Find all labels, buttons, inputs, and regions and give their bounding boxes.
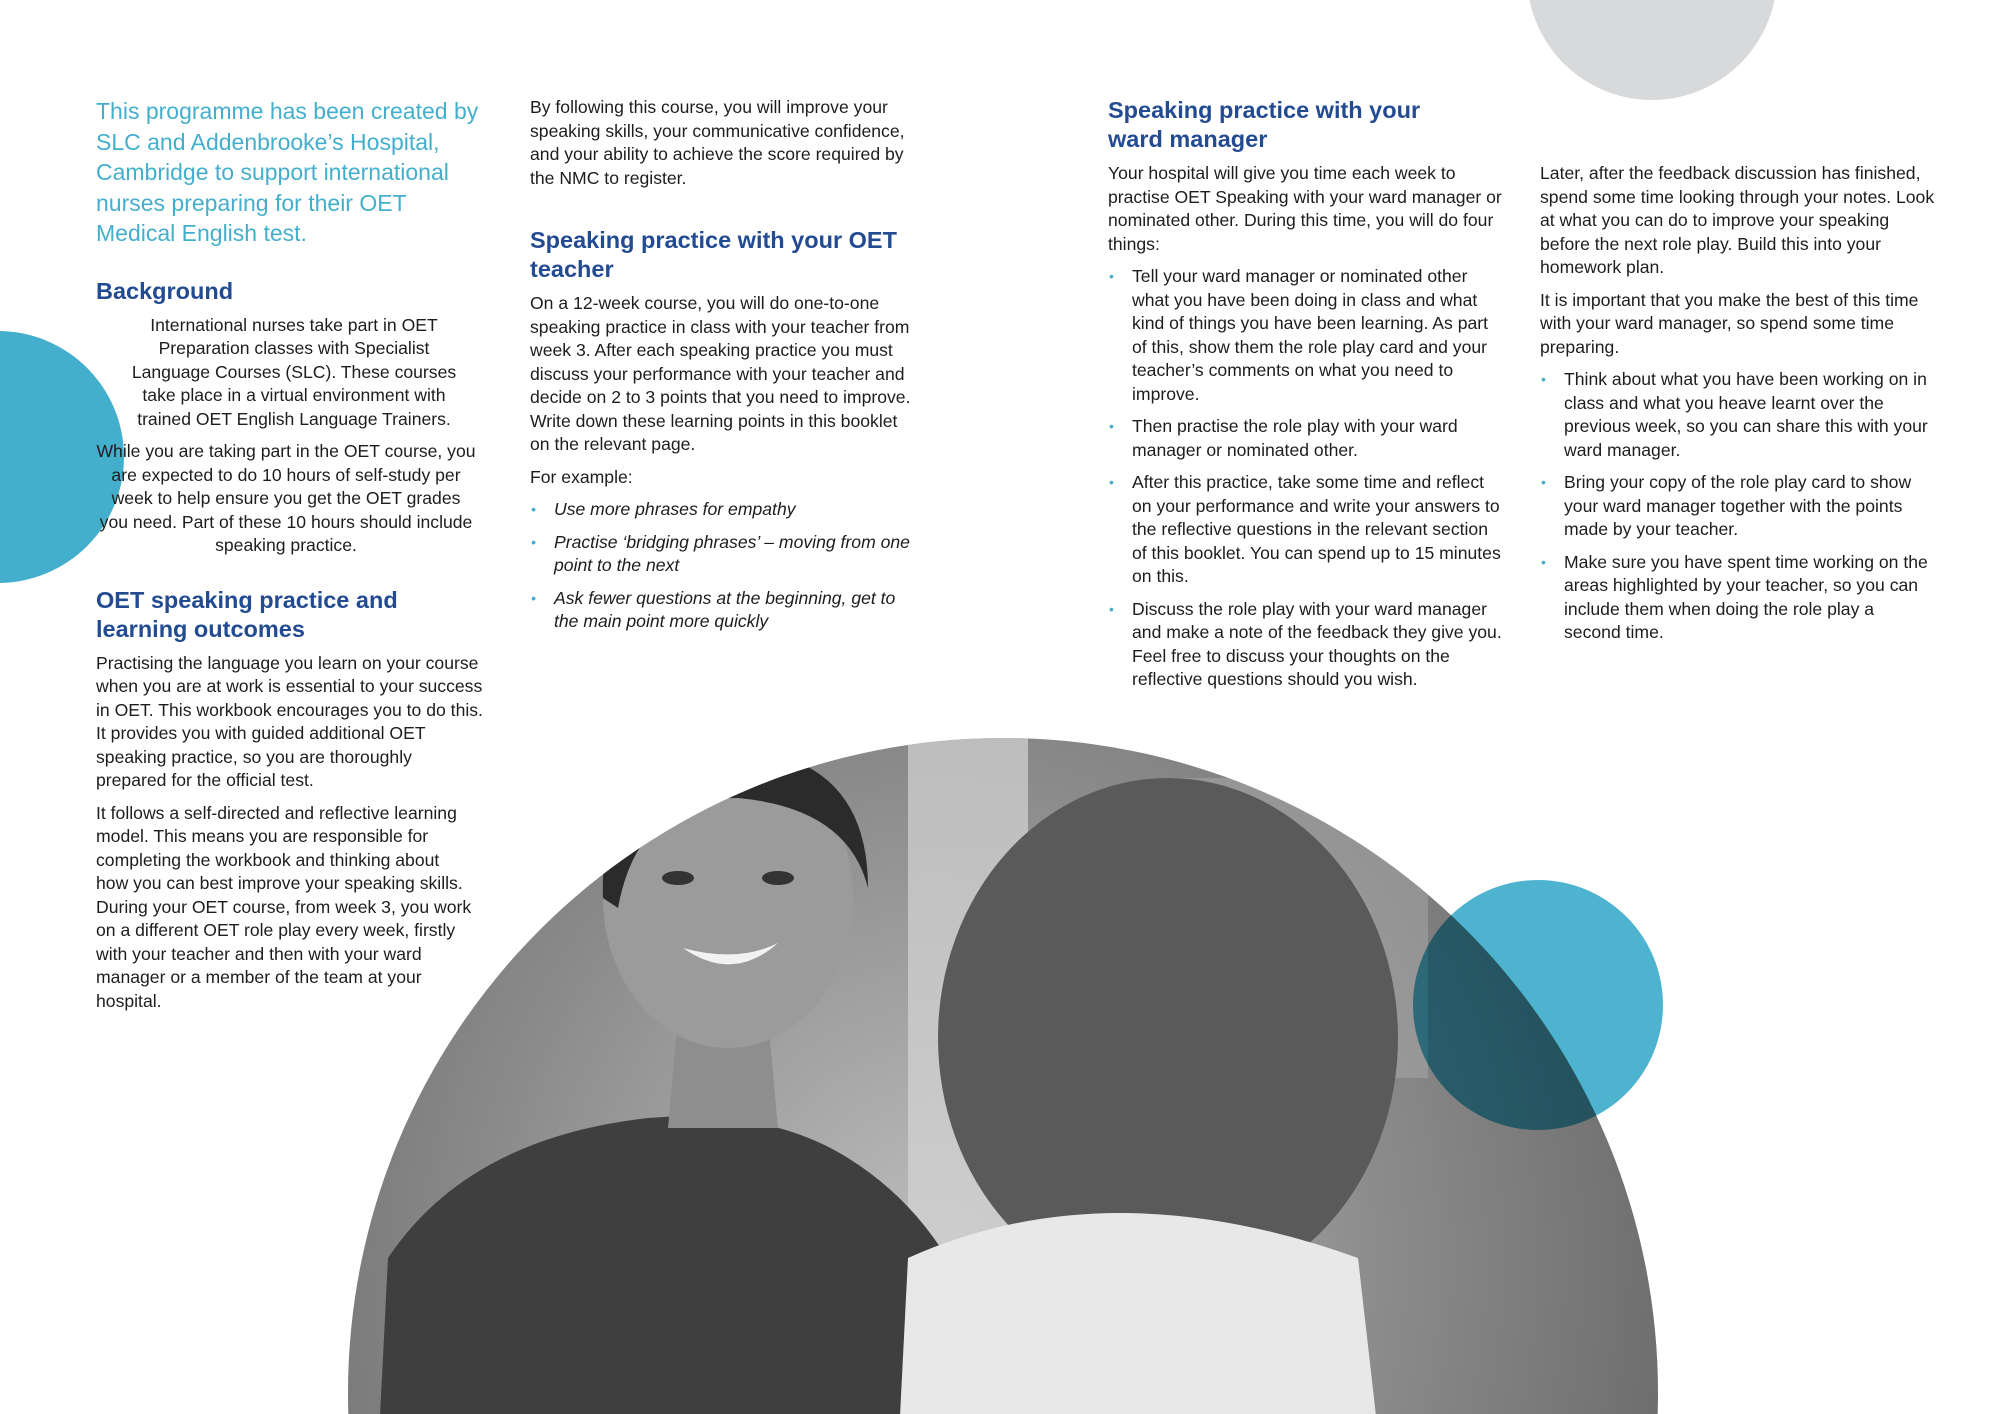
column-4 bbox=[1540, 162, 1935, 654]
ward-manager-paragraph: Your hospital will give you time each week to practise OET Speaking with your ward manager or nominated other. During this time, you will do four things: bbox=[1108, 163, 1502, 254]
intro-text: This programme has been created by SLC and Addenbrooke’s Hospital, Cambridge to support international nurses preparing for their OET Medical English test. bbox=[96, 98, 479, 246]
background-paragraph-2: While you are taking part in the OET course, you are expected to do 10 hours of self-study per week to help ensure you get the OET grades you need. Part of these 10 hours should include speaking practice. bbox=[96, 441, 476, 555]
list-item: • Then practise the role play with your ward manager or nominated other. bbox=[1109, 416, 1458, 460]
bullet-icon: • bbox=[531, 589, 536, 606]
bullet-icon: • bbox=[1541, 371, 1546, 387]
list-item: • Ask fewer questions at the beginning, get to the main point more quickly bbox=[531, 587, 896, 631]
background-heading: Background bbox=[96, 277, 234, 304]
bullet-icon: • bbox=[1541, 474, 1546, 490]
list-item: • Think about what you have been working on in class and what you heave learnt over the previous week, so you can share this with your ward manager. bbox=[1541, 369, 1928, 460]
teacher-practice-heading: Speaking practice with your OET teacher bbox=[530, 227, 897, 282]
outcomes-paragraph-2: It follows a self-directed and reflective learning model. This means you are responsible for completing the workbook and thinking about how you can best improve your speaking skills. During your OET course, from week 3, you work on a different OET role play every week, firstly with your teacher and then with your ward manager or a member of the team at your hospital. bbox=[96, 802, 472, 1011]
list-item: • Make sure you have spent time working on the areas highlighted by your teacher, so you can include them when doing the role play a second time. bbox=[1541, 551, 1928, 642]
ward-manager-list bbox=[1108, 265, 1503, 692]
column-3 bbox=[1108, 96, 1503, 701]
list-item: • Discuss the role play with your ward manager and make a note of the feedback they give you. Feel free to discuss your thoughts on the reflective questions should you wish. bbox=[1109, 598, 1502, 689]
bullet-icon: • bbox=[1109, 268, 1114, 284]
bullet-icon: • bbox=[1109, 418, 1114, 434]
list-item: • After this practice, take some time and reflect on your performance and write your answers to the reflective questions in the relevant section of this booklet. You can spend up to 15 minutes on this. bbox=[1109, 472, 1501, 586]
bullet-icon: • bbox=[1541, 553, 1546, 570]
examples-list bbox=[530, 498, 920, 634]
list-item: • Use more phrases for empathy bbox=[530, 498, 920, 522]
example-label: For example: bbox=[530, 466, 633, 487]
ward-manager-heading: Speaking practice with your ward manager bbox=[1108, 97, 1421, 152]
preparation-list bbox=[1540, 368, 1935, 645]
decorative-teal-circle-right bbox=[1413, 880, 1663, 1130]
bullet-icon: • bbox=[1109, 600, 1114, 617]
list-item: • Tell your ward manager or nominated other what you have been doing in class and what kind of things you have been learning. As part of this, show them the role play card and your teacher’s comments on what you need to improve. bbox=[1109, 266, 1489, 404]
bullet-icon: • bbox=[1109, 474, 1114, 490]
col4-paragraph-2: It is important that you make the best of this time with your ward manager, so spend some time preparing. bbox=[1540, 289, 1919, 357]
outcomes-heading: OET speaking practice and learning outcomes bbox=[96, 586, 398, 642]
teacher-practice-paragraph: On a 12-week course, you will do one-to-one speaking practice in class with your teacher from week 3. After each speaking practice you must discuss your performance with your teacher and decide on 2 to 3 points that you need to improve. Write down these learning points in this booklet on the relevant page. bbox=[530, 293, 911, 454]
col2-intro-paragraph: By following this course, you will improve your speaking skills, your communicative confidence, and your ability to achieve the score required by the NMC to register. bbox=[530, 97, 905, 188]
background-paragraph-1: International nurses take part in OET Preparation classes with Specialist Language Courses (SLC). These courses take place in a virtual environment with trained OET English Language Trainers. bbox=[131, 314, 457, 429]
decorative-grey-circle bbox=[1527, 0, 1777, 100]
list-item: • Bring your copy of the role play card to show your ward manager together with the points made by your teacher. bbox=[1541, 472, 1912, 539]
bullet-icon: • bbox=[531, 533, 536, 550]
outcomes-paragraph-1: Practising the language you learn on your course when you are at work is essential to your success in OET. This workbook encourages you to do this. It provides you with guided additional OET speaking practice, so you are thoroughly prepared for the official test. bbox=[96, 652, 483, 790]
list-item: • Practise ‘bridging phrases’ – moving from one point to the next bbox=[531, 531, 910, 575]
background-section bbox=[96, 314, 486, 558]
column-1 bbox=[96, 96, 486, 1022]
col4-paragraph-1: Later, after the feedback discussion has finished, spend some time looking through your notes. Look at what you can do to improve your speaking before the next role play. Build this into your homework plan. bbox=[1540, 163, 1935, 277]
column-2 bbox=[530, 96, 920, 643]
bullet-icon: • bbox=[531, 501, 536, 517]
